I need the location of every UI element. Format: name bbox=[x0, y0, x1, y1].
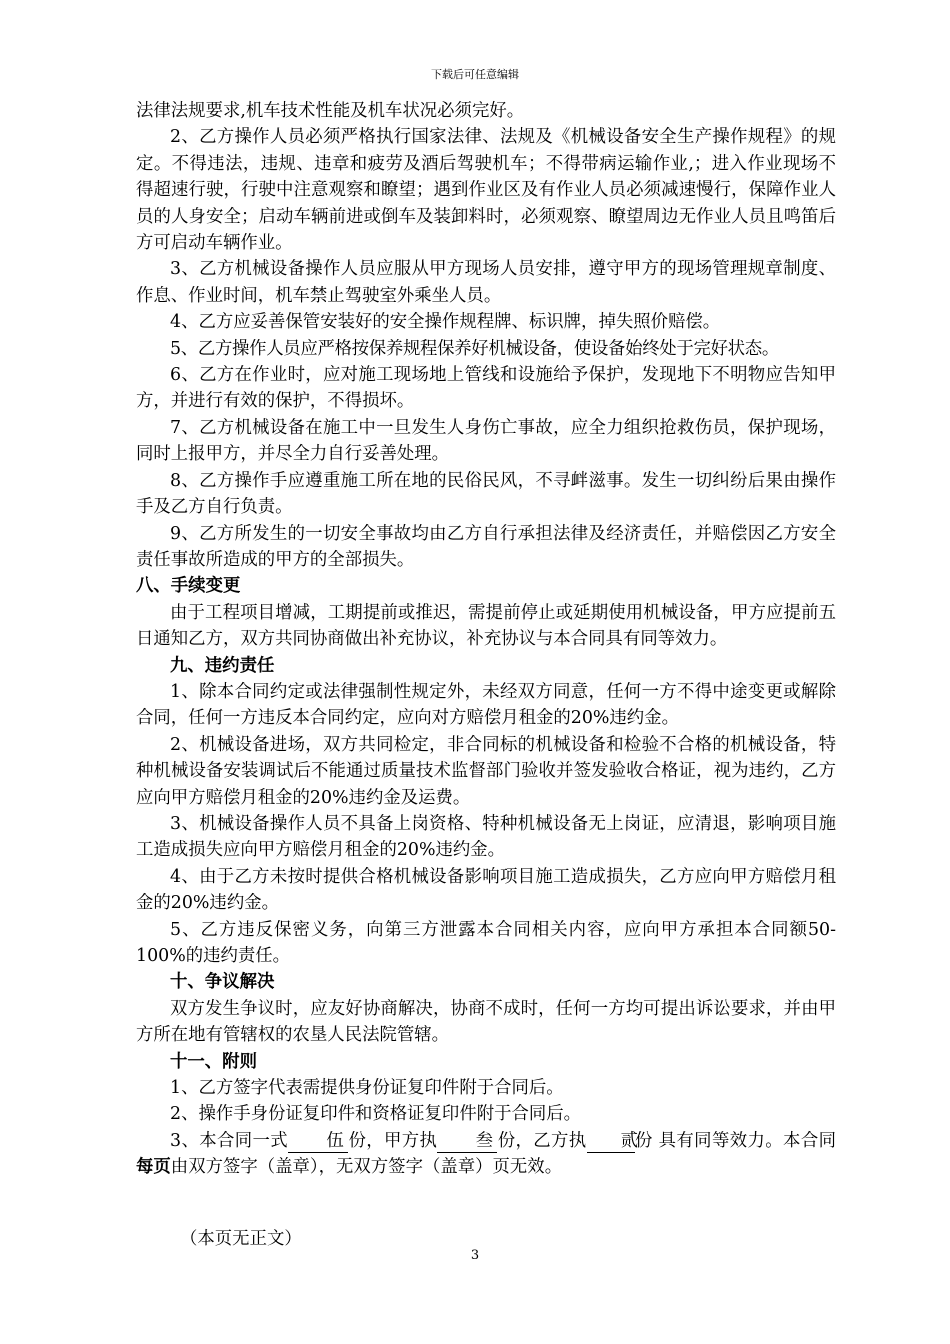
s7-item-9: 9、乙方所发生的一切安全事故均由乙方自行承担法律及经济责任，并赔偿因乙方安全责任事故所造成的甲方的全部损失。 bbox=[136, 523, 836, 570]
page-header: 下载后可任意编辑 bbox=[431, 68, 519, 81]
s11-item-3 bbox=[136, 1128, 836, 1181]
copies-a-blank: 叁 bbox=[437, 1130, 497, 1153]
s11-item-1: 1、乙方签字代表需提供身份证复印件附于合同后。 bbox=[170, 1078, 564, 1099]
paragraph-intro: 法律法规要求,机车技术性能及机车状况必须完好。 bbox=[136, 101, 525, 121]
s9-item-4: 4、由于乙方未按时提供合格机械设备影响项目施工造成损失，乙方应向甲方赔偿月租金的20%违约金。 bbox=[136, 866, 836, 914]
copies-b-blank: 贰 bbox=[587, 1130, 635, 1153]
s9-item-2: 2、机械设备进场，双方共同检定，非合同标的机械设备和检验不合格的机械设备，特种机械设备安装调试后不能通过质量技术监督部门验收并签发验收合格证，视为违约，乙方应向甲方赔偿月租金的20%违约金及运费。 bbox=[136, 734, 836, 808]
s11-item3-prefix: 3、本合同一式 bbox=[170, 1130, 289, 1151]
document-body bbox=[136, 98, 836, 1181]
s7-item-6: 6、乙方在作业时，应对施工现场地上管线和设施给予保护，发现地下不明物应告知甲方，并进行有效的保护，不得损坏。 bbox=[136, 365, 836, 412]
section-11-heading: 十一、附则 bbox=[170, 1051, 257, 1072]
section-9-heading: 九、违约责任 bbox=[170, 655, 275, 676]
section-8-text: 由于工程项目增减，工期提前或推迟，需提前停止或延期使用机械设备，甲方应提前五日通知乙方，双方共同协商做出补充协议，补充协议与本合同具有同等效力。 bbox=[136, 602, 836, 650]
s9-item-1: 1、除本合同约定或法律强制性规定外，未经双方同意，任何一方不得中途变更或解除合同，任何一方违反本合同约定，应向对方赔偿月租金的20%违约金。 bbox=[136, 681, 836, 729]
s7-item-8: 8、乙方操作手应遵重施工所在地的民俗民风，不寻衅滋事。发生一切纠纷后果由操作手及乙方自行负责。 bbox=[136, 470, 836, 518]
s7-item-7: 7、乙方机械设备在施工中一旦发生人身伤亡事故，应全力组织抢救伤员，保护现场，同时上报甲方，并尽全力自行妥善处理。 bbox=[136, 417, 836, 465]
s11-item3-suffix: 由双方签字（盖章），无双方签字（盖章）页无效。 bbox=[170, 1157, 563, 1178]
s11-item3-part-b: 份，乙方执 bbox=[497, 1130, 587, 1151]
section-8-heading: 八、手续变更 bbox=[136, 576, 241, 597]
s7-item-4: 4、乙方应妥善保管安装好的安全操作规程牌、标识牌，掉失照价赔偿。 bbox=[170, 312, 721, 333]
copies-total-blank: 伍 bbox=[288, 1130, 348, 1153]
no-body-note: （本页无正文） bbox=[180, 1229, 302, 1249]
s11-item-2: 2、操作手身份证复印件和资格证复印件附于合同后。 bbox=[170, 1104, 582, 1125]
s7-item-2: 2、乙方操作人员必须严格执行国家法律、法规及《机械设备安全生产操作规程》的规定。不得违法，违规、违章和疲劳及酒后驾驶机车；不得带病运输作业,；进入作业现场不得超速行驶，行驶中注意观察和瞭望；遇到作业区及有作业人员必须减速慢行，保障作业人员的人身安全；启动车辆前进或倒车及装卸料时，必须观察、瞭望周边无作业人员且鸣笛后方可启动车辆作业。 bbox=[136, 127, 836, 254]
section-10-heading: 十、争议解决 bbox=[170, 972, 275, 993]
s7-item-3: 3、乙方机械设备操作人员应服从甲方现场人员安排，遵守甲方的现场管理规章制度、作息、作业时间，机车禁止驾驶室外乘坐人员。 bbox=[136, 259, 836, 306]
s11-item3-bold-text: 每页 bbox=[136, 1157, 171, 1178]
page-number: 3 bbox=[470, 1248, 480, 1263]
s11-item3-part-a: 份，甲方执 bbox=[348, 1130, 438, 1151]
s9-item-5: 5、乙方违反保密义务，向第三方泄露本合同相关内容，应向甲方承担本合同额50-100%的违约责任。 bbox=[136, 919, 836, 966]
s9-item-3: 3、机械设备操作人员不具备上岗资格、特种机械设备无上岗证，应清退，影响项目施工造成损失应向甲方赔偿月租金的20%违约金。 bbox=[136, 813, 836, 861]
s7-item-5: 5、乙方操作人员应严格按保养规程保养好机械设备，使设备始终处于完好状态。 bbox=[170, 338, 779, 359]
s11-item3-part-c: 份 具有同等效力。本合同 bbox=[634, 1130, 836, 1151]
section-10-text: 双方发生争议时，应友好协商解决，协商不成时，任何一方均可提出诉讼要求，并由甲方所在地有管辖权的农垦人民法院管辖。 bbox=[136, 998, 836, 1046]
